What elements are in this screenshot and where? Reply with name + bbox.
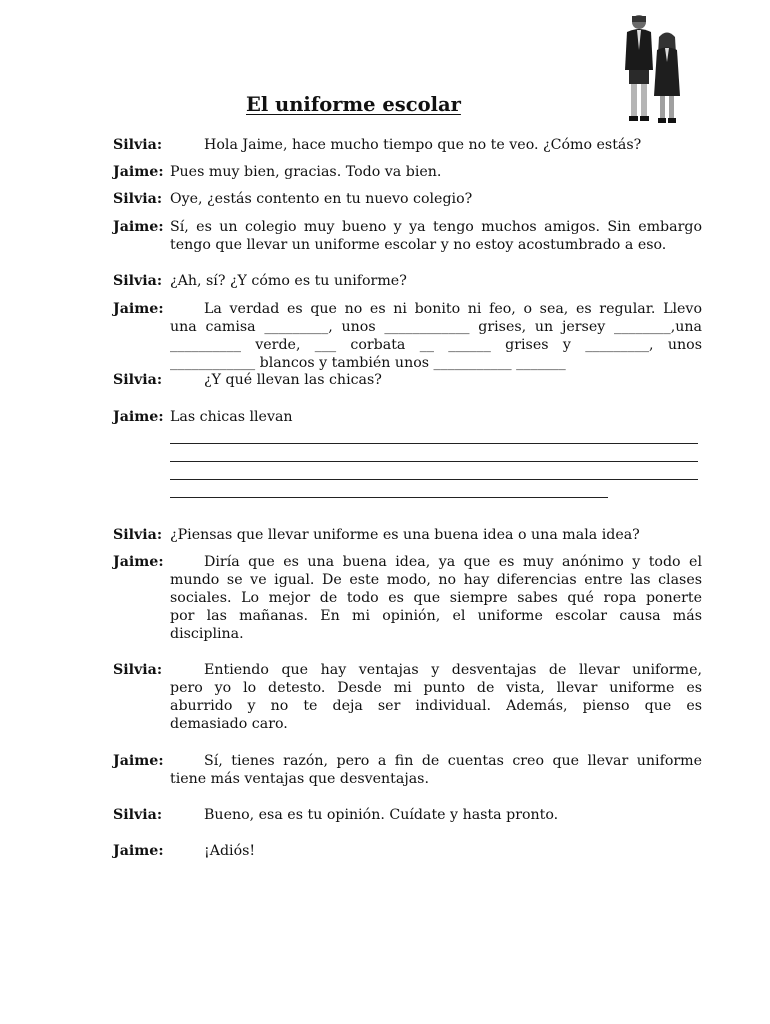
dialogue-line: disciplina.: [170, 626, 244, 642]
speaker-label: Jaime:: [113, 753, 164, 769]
speaker-label: Silvia:: [113, 527, 163, 543]
speaker-label: Jaime:: [113, 301, 164, 317]
dialogue-line: Entiendo que hay ventajas y desventajas de llevar uniforme,: [204, 662, 702, 678]
dialogue-line: Bueno, esa es tu opinión. Cuídate y hasta pronto.: [204, 807, 559, 823]
dialogue-line: ¿Piensas que llevar uniforme es una buena idea o una mala idea?: [170, 527, 640, 543]
dialogue-line: aburrido y no te deja ser individual. Además, pienso que es: [170, 698, 702, 714]
speaker-label: Silvia:: [113, 137, 163, 153]
answer-line: [170, 443, 698, 444]
speaker-label: Jaime:: [113, 164, 164, 180]
speaker-label: Silvia:: [113, 372, 163, 388]
dialogue-line: tengo que llevar un uniforme escolar y no estoy acostumbrado a eso.: [170, 237, 667, 253]
speaker-label: Jaime:: [113, 219, 164, 235]
speaker-label: Silvia:: [113, 662, 163, 678]
speaker-label: Silvia:: [113, 273, 163, 289]
dialogue-line: __________ verde, ___ corbata __ ______ grises y _________, unos: [170, 337, 702, 353]
page-title: El uniforme escolar: [246, 93, 461, 116]
dialogue-line: tiene más ventajas que desventajas.: [170, 771, 429, 787]
dialogue-line: Sí, tienes razón, pero a fin de cuentas creo que llevar uniforme: [204, 753, 702, 769]
dialogue-line: Diría que es una buena idea, ya que es muy anónimo y todo el: [204, 554, 702, 570]
speaker-label: Silvia:: [113, 807, 163, 823]
dialogue-line: una camisa _________, unos ____________ grises, un jersey ________,una: [170, 319, 702, 335]
answer-line: [170, 497, 608, 498]
dialogue-line: La verdad es que no es ni bonito ni feo, o sea, es regular. Llevo: [204, 301, 702, 317]
answer-line: [170, 461, 698, 462]
dialogue-line: por las mañanas. En mi opinión, el uniforme escolar causa más: [170, 608, 702, 624]
dialogue-line: Las chicas llevan: [170, 409, 293, 425]
dialogue-line: mundo se ve igual. De este modo, no hay diferencias entre las clases: [170, 572, 702, 588]
answer-line: [170, 479, 698, 480]
speaker-label: Jaime:: [113, 554, 164, 570]
dialogue-line: ¿Y qué llevan las chicas?: [204, 372, 382, 388]
dialogue-line: Oye, ¿estás contento en tu nuevo colegio?: [170, 191, 473, 207]
dialogue-line: Sí, es un colegio muy bueno y ya tengo muchos amigos. Sin embargo: [170, 219, 702, 235]
dialogue-line: sociales. Lo mejor de todo es que siempre sabes qué ropa ponerte: [170, 590, 702, 606]
dialogue-line: pero yo lo detesto. Desde mi punto de vista, llevar uniforme es: [170, 680, 702, 696]
dialogue-line: Pues muy bien, gracias. Todo va bien.: [170, 164, 442, 180]
dialogue-line: demasiado caro.: [170, 716, 288, 732]
dialogue-line: ¡Adiós!: [204, 843, 256, 859]
speaker-label: Jaime:: [113, 409, 164, 425]
speaker-label: Silvia:: [113, 191, 163, 207]
students-in-uniform-photo: [612, 10, 692, 132]
speaker-label: Jaime:: [113, 843, 164, 859]
dialogue-line: ¿Ah, sí? ¿Y cómo es tu uniforme?: [170, 273, 407, 289]
dialogue-line: ____________ blancos y también unos ___________ _______: [170, 355, 566, 371]
dialogue-line: Hola Jaime, hace mucho tiempo que no te veo. ¿Cómo estás?: [204, 137, 642, 153]
